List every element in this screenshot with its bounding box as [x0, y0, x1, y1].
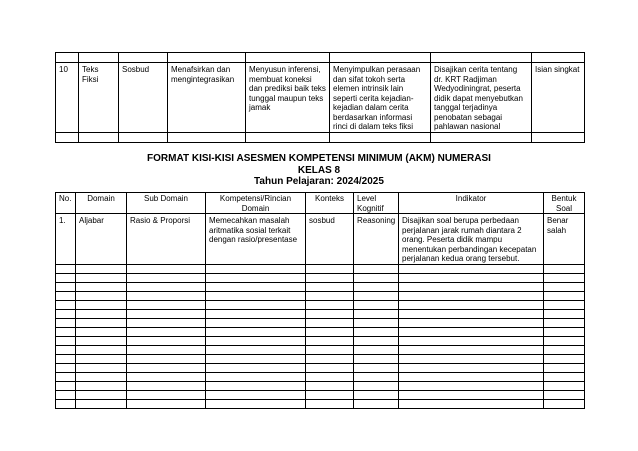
empty-cell [206, 318, 306, 327]
empty-cell [306, 399, 354, 408]
empty-cell [127, 390, 206, 399]
empty-cell [354, 381, 399, 390]
empty-cell [399, 372, 544, 381]
empty-cell [354, 399, 399, 408]
empty-cell [206, 264, 306, 273]
cell-competency: Menafsirkan dan mengintegrasikan [168, 63, 246, 133]
empty-cell [206, 372, 306, 381]
header-level: Level Kognitif [354, 193, 399, 214]
empty-cell [306, 282, 354, 291]
empty-cell [399, 399, 544, 408]
empty-cell [56, 309, 76, 318]
empty-cell [399, 273, 544, 282]
empty-cell [127, 300, 206, 309]
empty-cell [354, 354, 399, 363]
table-row-empty [56, 300, 585, 309]
empty-cell [76, 354, 127, 363]
table-row-empty [56, 309, 585, 318]
table-row-empty-bottom [56, 132, 585, 142]
empty-cell [544, 264, 585, 273]
empty-cell [306, 291, 354, 300]
empty-cell [544, 381, 585, 390]
table-header-row [56, 193, 585, 214]
empty-cell [544, 354, 585, 363]
empty-cell [544, 318, 585, 327]
empty-cell [127, 264, 206, 273]
empty-cell [76, 363, 127, 372]
empty-cell [399, 300, 544, 309]
cell-sub-domain: Rasio & Proporsi [127, 214, 206, 265]
empty-cell [399, 336, 544, 345]
empty-cell [76, 273, 127, 282]
table-row-empty [56, 264, 585, 273]
table-row-empty [56, 345, 585, 354]
empty-cell [306, 264, 354, 273]
empty-cell [399, 327, 544, 336]
empty-cell [544, 390, 585, 399]
cell-indicator: Disajikan soal berupa perbedaan perjalanan jarak rumah diantara 2 orang. Peserta didik mampu menentukan perbandingan kecepatan perjalanan kedua orang tersebut. [399, 214, 544, 265]
table-row [56, 63, 585, 133]
empty-cell [354, 345, 399, 354]
title-line-format: FORMAT KISI-KISI ASESMEN KOMPETENSI MINIMUM (AKM) NUMERASI [147, 153, 491, 164]
empty-cell [76, 318, 127, 327]
empty-cell [127, 399, 206, 408]
empty-cell [56, 291, 76, 300]
empty-cell [354, 372, 399, 381]
cell-domain: Aljabar [76, 214, 127, 265]
empty-cell [76, 399, 127, 408]
empty-cell [206, 381, 306, 390]
cell-material: Menyimpulkan perasaan dan sifat tokoh serta elemen intrinsik lain seperti cerita kejadian-kejadian dalam cerita berdasarkan informasi rinci di dalam teks fiksi [330, 63, 431, 133]
table-row-empty [56, 390, 585, 399]
title-line-year: Tahun Pelajaran: 2024/2025 [254, 176, 384, 187]
empty-cell [354, 309, 399, 318]
empty-cell [206, 300, 306, 309]
empty-cell [206, 399, 306, 408]
empty-cell [399, 318, 544, 327]
empty-cell [306, 327, 354, 336]
empty-cell [544, 291, 585, 300]
empty-cell [354, 264, 399, 273]
cell-indicator: Disajikan cerita tentang dr. KRT Radjiman Wedyodiningrat, peserta didik dapat menyebutkan tanggal terjadinya penobatan sebagai pahlawan nasional [431, 63, 532, 133]
empty-cell [399, 390, 544, 399]
empty-cell [56, 363, 76, 372]
empty-cell [544, 345, 585, 354]
empty-cell [206, 291, 306, 300]
empty-cell [127, 273, 206, 282]
empty-cell [76, 345, 127, 354]
empty-cell [354, 327, 399, 336]
empty-cell [206, 309, 306, 318]
empty-cell [399, 345, 544, 354]
empty-rows [56, 264, 585, 408]
table-row-empty [56, 291, 585, 300]
empty-cell [306, 300, 354, 309]
empty-cell [76, 300, 127, 309]
empty-cell [76, 327, 127, 336]
table-row-empty-top [56, 53, 585, 63]
table-row-empty [56, 327, 585, 336]
empty-cell [127, 354, 206, 363]
empty-cell [206, 354, 306, 363]
empty-cell [306, 273, 354, 282]
empty-cell [354, 300, 399, 309]
empty-cell [399, 282, 544, 291]
empty-cell [56, 336, 76, 345]
cell-no: 1. [56, 214, 76, 265]
empty-cell [206, 345, 306, 354]
cell-no: 10 [56, 63, 79, 133]
empty-cell [56, 300, 76, 309]
table-row-empty [56, 273, 585, 282]
literasi-grid-table [55, 52, 585, 143]
empty-cell [306, 345, 354, 354]
empty-cell [354, 390, 399, 399]
empty-cell [544, 327, 585, 336]
empty-cell [399, 354, 544, 363]
empty-cell [306, 318, 354, 327]
empty-cell [399, 381, 544, 390]
empty-cell [354, 282, 399, 291]
empty-cell [544, 363, 585, 372]
header-indicator: Indikator [399, 193, 544, 214]
empty-cell [76, 390, 127, 399]
empty-cell [544, 336, 585, 345]
numerasi-grid-table [55, 192, 585, 409]
empty-cell [354, 273, 399, 282]
empty-cell [206, 282, 306, 291]
empty-cell [76, 309, 127, 318]
empty-cell [76, 372, 127, 381]
empty-cell [544, 300, 585, 309]
document-title [0, 153, 638, 188]
header-form: Bentuk Soal [544, 193, 585, 214]
title-line-class: KELAS 8 [297, 164, 341, 176]
header-domain: Domain [76, 193, 127, 214]
table-row-empty [56, 372, 585, 381]
empty-cell [127, 327, 206, 336]
empty-cell [127, 336, 206, 345]
empty-cell [354, 363, 399, 372]
empty-cell [127, 363, 206, 372]
empty-cell [399, 363, 544, 372]
empty-cell [306, 363, 354, 372]
empty-cell [127, 318, 206, 327]
header-sub-domain: Sub Domain [127, 193, 206, 214]
empty-cell [544, 372, 585, 381]
empty-cell [206, 363, 306, 372]
empty-cell [76, 291, 127, 300]
empty-cell [544, 309, 585, 318]
empty-cell [56, 273, 76, 282]
table-row-empty [56, 363, 585, 372]
empty-cell [399, 291, 544, 300]
empty-cell [306, 354, 354, 363]
empty-cell [76, 264, 127, 273]
header-no: No. [56, 193, 76, 214]
empty-cell [306, 381, 354, 390]
table-row-empty [56, 399, 585, 408]
empty-cell [544, 282, 585, 291]
empty-cell [56, 282, 76, 291]
header-competency: Kompetensi/Rincian Domain [206, 193, 306, 214]
empty-cell [206, 327, 306, 336]
cell-form: Benar salah [544, 214, 585, 265]
empty-cell [354, 318, 399, 327]
empty-cell [354, 336, 399, 345]
empty-cell [56, 327, 76, 336]
cell-genre: Teks Fiksi [79, 63, 119, 133]
empty-cell [127, 282, 206, 291]
empty-cell [544, 399, 585, 408]
empty-cell [354, 291, 399, 300]
empty-cell [206, 336, 306, 345]
empty-cell [306, 336, 354, 345]
empty-cell [399, 264, 544, 273]
table-row-empty [56, 381, 585, 390]
empty-cell [206, 273, 306, 282]
header-context: Konteks [306, 193, 354, 214]
empty-cell [127, 291, 206, 300]
empty-cell [56, 399, 76, 408]
empty-cell [56, 318, 76, 327]
empty-cell [56, 381, 76, 390]
empty-cell [127, 309, 206, 318]
empty-cell [544, 273, 585, 282]
empty-cell [306, 390, 354, 399]
empty-cell [206, 390, 306, 399]
cell-level: Reasoning [354, 214, 399, 265]
empty-cell [56, 390, 76, 399]
table-row-empty [56, 354, 585, 363]
table-row [56, 214, 585, 265]
table-row-empty [56, 336, 585, 345]
empty-cell [76, 336, 127, 345]
cell-competency: Memecahkan masalah aritmatika sosial terkait dengan rasio/presentase [206, 214, 306, 265]
empty-cell [76, 381, 127, 390]
empty-cell [127, 345, 206, 354]
cell-context: sosbud [306, 214, 354, 265]
empty-cell [56, 354, 76, 363]
empty-cell [306, 372, 354, 381]
empty-cell [56, 372, 76, 381]
empty-cell [399, 309, 544, 318]
cell-context: Sosbud [119, 63, 168, 133]
empty-cell [127, 372, 206, 381]
table-row-empty [56, 318, 585, 327]
empty-cell [56, 345, 76, 354]
cell-form: Isian singkat [532, 63, 585, 133]
cell-sub-competency: Menyusun inferensi, membuat koneksi dan prediksi baik teks tunggal maupun teks jamak [246, 63, 330, 133]
table-row-empty [56, 282, 585, 291]
empty-cell [306, 309, 354, 318]
empty-cell [76, 282, 127, 291]
empty-cell [127, 381, 206, 390]
empty-cell [56, 264, 76, 273]
